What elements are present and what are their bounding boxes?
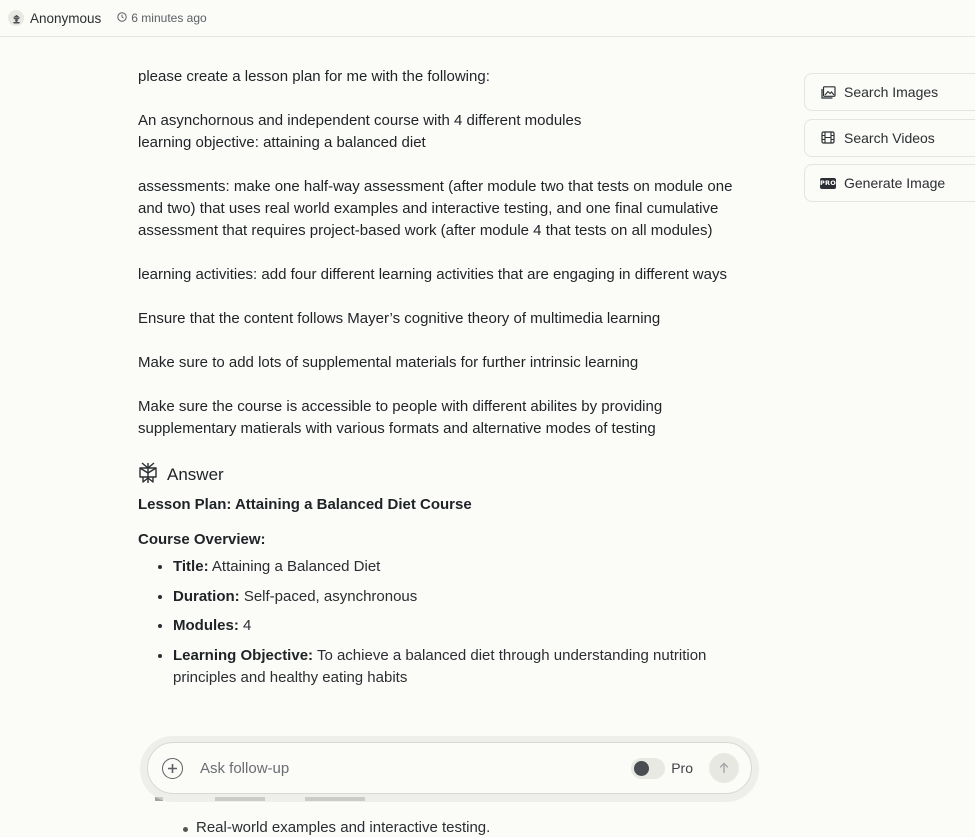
pro-toggle[interactable] bbox=[631, 758, 665, 779]
overview-key: Learning Objective: bbox=[173, 646, 314, 664]
overview-key: Duration: bbox=[173, 587, 240, 605]
arrow-up-icon bbox=[718, 762, 730, 774]
overview-value: To achieve a balanced diet through understanding nutrition principles and healthy eating habits bbox=[173, 646, 707, 686]
list-item bbox=[173, 556, 753, 578]
follow-up-composer bbox=[147, 742, 752, 794]
thread-header bbox=[0, 0, 975, 37]
timestamp-text: 6 minutes ago bbox=[131, 11, 207, 25]
clock-icon bbox=[117, 11, 127, 25]
search-videos-button[interactable] bbox=[804, 119, 975, 157]
question-paragraph: please create a lesson plan for me with the following: bbox=[138, 68, 490, 85]
list-item: Real-world examples and interactive testing. bbox=[196, 819, 491, 836]
search-videos-label: Search Videos bbox=[844, 129, 935, 146]
question-paragraph bbox=[138, 110, 753, 154]
author-info[interactable] bbox=[8, 10, 101, 26]
course-overview-heading: Course Overview: bbox=[138, 531, 266, 548]
lesson-plan-title: Lesson Plan: Attaining a Balanced Diet Course bbox=[138, 496, 472, 513]
user-question bbox=[138, 66, 753, 440]
timestamp bbox=[117, 11, 206, 25]
author-name: Anonymous bbox=[30, 10, 102, 26]
answer-header bbox=[138, 462, 753, 488]
list-item bbox=[173, 586, 753, 608]
course-overview-list bbox=[138, 556, 753, 689]
follow-up-input[interactable] bbox=[198, 759, 631, 778]
question-paragraph: Ensure that the content follows Mayer’s cognitive theory of multimedia learning bbox=[138, 310, 661, 327]
list-item bbox=[173, 645, 753, 689]
search-images-button[interactable] bbox=[804, 73, 975, 111]
question-paragraph: Make sure to add lots of supplemental materials for further intrinsic learning bbox=[138, 354, 639, 371]
media-sidebar bbox=[804, 73, 975, 210]
overview-key: Title: bbox=[173, 558, 209, 575]
question-paragraph: Make sure the course is accessible to people with different abilites by providing supplementary matierals with various formats and alternative modes of testing bbox=[138, 398, 663, 437]
generate-image-button[interactable] bbox=[804, 164, 975, 202]
overview-value: 4 bbox=[238, 617, 252, 634]
pro-badge-icon: PRO bbox=[820, 179, 836, 187]
answer-heading: Answer bbox=[167, 465, 224, 484]
thread-content bbox=[138, 66, 753, 696]
pro-label: Pro bbox=[671, 760, 693, 776]
search-images-label: Search Images bbox=[844, 84, 939, 100]
question-line: An asynchornous and independent course with 4 different modules learning objective: attaining a balanced diet bbox=[138, 112, 582, 151]
question-paragraph: assessments: make one half-way assessment (after module two that tests on module one and two) that uses real world examples and interactive testing, and one final cumulative assessment that requires project-based work (after module 4 that tests on all modules) bbox=[138, 178, 733, 239]
toggle-knob bbox=[634, 761, 649, 776]
perplexity-logo-icon bbox=[138, 462, 158, 489]
question-paragraph: learning activities: add four different learning activities that are engaging in different ways bbox=[138, 266, 727, 283]
image-icon bbox=[820, 84, 836, 100]
overview-value: Attaining a Balanced Diet bbox=[208, 558, 381, 575]
anonymous-avatar-icon bbox=[8, 10, 24, 26]
generate-image-label: Generate Image bbox=[844, 175, 946, 191]
overview-key: Modules: bbox=[173, 617, 239, 634]
send-button[interactable] bbox=[709, 753, 739, 783]
film-icon bbox=[820, 130, 836, 146]
overview-value: Self-paced, asynchronous bbox=[239, 587, 418, 605]
attach-plus-icon[interactable] bbox=[162, 758, 183, 779]
list-item bbox=[173, 615, 753, 637]
